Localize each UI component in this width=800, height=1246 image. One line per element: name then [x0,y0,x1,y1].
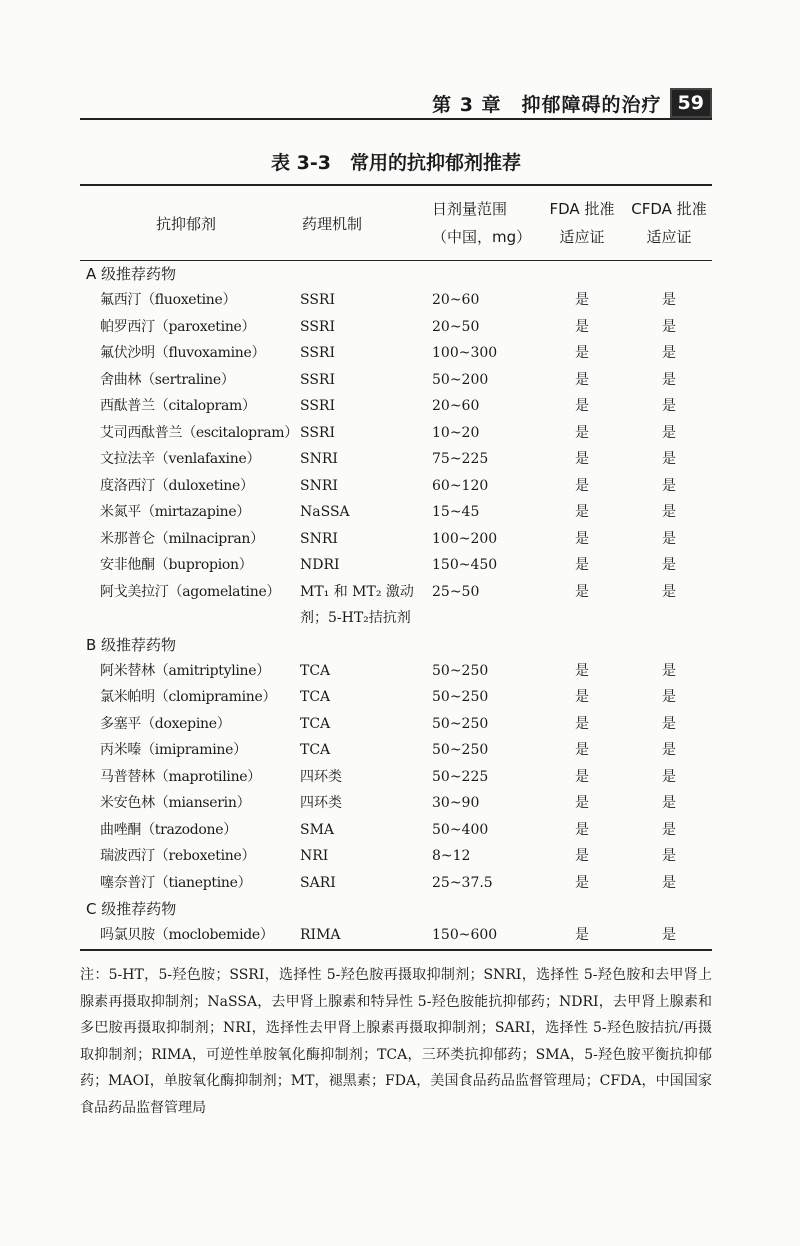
mechanism-cell: SSRI [300,398,336,414]
mechanism-cell: SNRI [300,451,338,467]
fda-approval-cell: 是 [575,530,589,547]
dose-cell: 50~250 [432,689,489,705]
cfda-approval-cell: 是 [662,371,676,388]
mechanism-cell: RIMA [300,927,341,943]
mechanism-cell: SMA [300,821,335,838]
table-row [80,870,712,897]
cfda-approval-cell: 是 [662,583,676,600]
table-row [80,922,712,949]
cfda-approval-cell: 是 [662,504,676,520]
fda-approval-cell: 是 [575,345,589,361]
fda-approval-cell: 是 [575,927,589,943]
dose-cell: 100~300 [432,345,498,361]
mechanism-cell: SSRI [300,424,336,441]
cfda-approval-cell: 是 [662,715,676,732]
fda-approval-cell: 是 [575,848,589,864]
col-header-mechanism: 药理机制 [302,214,363,233]
fda-approval-cell: 是 [575,424,589,441]
running-head [80,88,712,120]
drug-cell: 马普替林（maprotiline） [100,768,261,785]
table-footnote: 注：5-HT，5-羟色胺；SSRI，选择性 5-羟色胺再摄取抑制剂；SNRI，选择性 5-羟色胺和去甲肾上腺素再摄取抑制剂；NaSSA，去甲肾上腺素和特异性 5-羟色胺能抗抑郁药；NDRI，去甲肾上腺素和多巴胺再摄取抑制剂；NRI，选择性去甲肾上腺素再摄取抑制剂；SARI，选择性 5-羟色胺拮抗/再摄取抑制剂；RIMA，可逆性单胺氧化酶抑制剂；TCA，三环类抗抑郁药；SMA，5-羟色胺平衡抗抑郁药；MAOI，单胺氧化酶抑制剂；MT，褪黑素；FDA，美国食品药品监督管理局；CFDA，中国国家食品药品监督管理局 [80,967,712,1116]
drug-cell: 多塞平（doxepine） [100,715,231,732]
cfda-approval-cell: 是 [662,530,676,547]
dose-cell: 20~60 [432,398,480,414]
drug-cell: 吗氯贝胺（moclobemide） [100,927,274,943]
dose-cell: 25~37.5 [432,874,493,891]
fda-approval-cell: 是 [575,583,589,600]
cfda-approval-cell: 是 [662,874,676,891]
table-row [80,658,712,685]
cfda-approval-cell: 是 [662,742,676,758]
fda-approval-cell: 是 [575,557,589,573]
dose-cell: 50~200 [432,371,489,388]
mechanism-cell: SNRI [300,530,338,547]
dose-cell: 8~12 [432,848,471,864]
page-number: 59 [670,88,712,118]
cfda-approval-cell: 是 [662,768,676,785]
mechanism-cell: SSRI [300,345,336,361]
drug-cell: 米安色林（mianserin） [100,795,251,811]
dose-cell: 50~250 [432,715,489,732]
fda-approval-cell: 是 [575,504,589,520]
table-row [80,420,712,447]
drug-cell: 瑞波西汀（reboxetine） [100,848,256,864]
dose-cell: 50~225 [432,768,489,785]
table-row [80,790,712,817]
drug-cell: 阿米替林（amitriptyline） [100,662,270,679]
dose-cell: 75~225 [432,451,489,467]
group-label: B 级推荐药物 [86,635,177,654]
table-row [80,393,712,420]
cfda-approval-cell: 是 [662,557,676,573]
table-row [80,684,712,711]
table-row [80,552,712,579]
table-row [80,473,712,500]
mechanism-cell: 四环类 [300,795,342,811]
table-row [80,446,712,473]
cfda-approval-cell: 是 [662,848,676,864]
table-row [80,340,712,367]
dose-cell: 100~200 [432,530,498,547]
table-row [80,499,712,526]
mechanism-cell: SARI [300,874,336,891]
drug-table [80,184,712,951]
fda-approval-cell: 是 [575,451,589,467]
fda-approval-cell: 是 [575,874,589,891]
drug-cell: 氟伏沙明（fluvoxamine） [100,345,266,361]
col-header-fda [538,195,626,251]
table-header-row [80,186,712,261]
cfda-approval-cell: 是 [662,821,676,838]
mechanism-cell: TCA [300,662,331,679]
col-header-fda-line1: FDA 批准 [549,200,615,218]
drug-cell: 艾司西酞普兰（escitalopram） [100,424,298,441]
group-label: A 级推荐药物 [86,265,177,283]
mechanism-cell: SSRI [300,371,336,388]
col-header-dose [432,195,538,251]
cfda-approval-cell: 是 [662,451,676,467]
drug-cell: 阿戈美拉汀（agomelatine） [100,583,281,600]
fda-approval-cell: 是 [575,371,589,388]
table-row [80,711,712,738]
drug-cell: 度洛西汀（duloxetine） [100,477,254,494]
drug-cell: 米那普仑（milnacipran） [100,530,264,547]
drug-cell: 安非他酮（bupropion） [100,557,253,573]
fda-approval-cell: 是 [575,662,589,679]
fda-approval-cell: 是 [575,742,589,758]
dose-cell: 60~120 [432,477,489,494]
col-header-fda-line2: 适应证 [559,228,605,246]
table-row [80,526,712,553]
table-title: 表 3-3 常用的抗抑郁剂推荐 [271,152,521,174]
cfda-approval-cell: 是 [662,345,676,361]
fda-approval-cell: 是 [575,318,589,335]
mechanism-cell: NDRI [300,557,340,573]
fda-approval-cell: 是 [575,821,589,838]
col-header-dose-line2: （中国，mg） [432,228,532,246]
cfda-approval-cell: 是 [662,689,676,705]
cfda-approval-cell: 是 [662,477,676,494]
drug-cell: 噻奈普汀（tianeptine） [100,874,252,891]
drug-cell: 米氮平（mirtazapine） [100,504,251,520]
fda-approval-cell: 是 [575,292,589,308]
drug-cell: 氟西汀（fluoxetine） [100,292,237,308]
mechanism-cell: NRI [300,848,329,864]
dose-cell: 150~450 [432,557,498,573]
col-header-cfda-line1: CFDA 批准 [631,200,707,218]
table-row [80,367,712,394]
drug-cell: 舍曲林（sertraline） [100,371,235,388]
mechanism-cell: 四环类 [300,768,342,785]
dose-cell: 20~50 [432,318,480,335]
cfda-approval-cell: 是 [662,424,676,441]
cfda-approval-cell: 是 [662,318,676,335]
drug-cell: 丙米嗪（imipramine） [100,742,247,758]
col-header-drug: 抗抑郁剂 [155,214,216,233]
table-row [80,737,712,764]
fda-approval-cell: 是 [575,715,589,732]
mechanism-cell: TCA [300,689,331,705]
mechanism-cell: SSRI [300,292,336,308]
fda-approval-cell: 是 [575,689,589,705]
table-row [80,314,712,341]
drug-cell: 氯米帕明（clomipramine） [100,689,277,705]
table-row [80,287,712,314]
group-label: C 级推荐药物 [86,900,177,918]
mechanism-cell: TCA [300,742,331,758]
fda-approval-cell: 是 [575,795,589,811]
dose-cell: 25~50 [432,583,480,600]
mechanism-cell: SNRI [300,477,338,494]
dose-cell: 15~45 [432,504,480,520]
drug-cell: 西酞普兰（citalopram） [100,398,256,414]
fda-approval-cell: 是 [575,477,589,494]
cfda-approval-cell: 是 [662,795,676,811]
mechanism-cell: SSRI [300,318,336,335]
dose-cell: 20~60 [432,292,480,308]
table-row [80,817,712,844]
dose-cell: 50~250 [432,742,489,758]
col-header-cfda-line2: 适应证 [646,228,692,246]
chapter-title: 第 3 章 抑郁障碍的治疗 [432,93,662,116]
dose-cell: 50~400 [432,821,489,838]
table-row [80,579,712,632]
mechanism-cell: NaSSA [300,504,350,520]
drug-cell: 曲唑酮（trazodone） [100,821,237,838]
col-header-cfda [626,195,712,251]
drug-cell: 文拉法辛（venlafaxine） [100,451,261,467]
mechanism-cell: MT₁ 和 MT₂ 激动剂；5-HT₂拮抗剂 [300,583,414,626]
mechanism-cell: TCA [300,715,331,732]
dose-cell: 150~600 [432,927,498,943]
dose-cell: 10~20 [432,424,480,441]
cfda-approval-cell: 是 [662,927,676,943]
fda-approval-cell: 是 [575,398,589,414]
table-row [80,764,712,791]
table-bottom-rule [80,949,712,951]
dose-cell: 30~90 [432,795,480,811]
fda-approval-cell: 是 [575,768,589,785]
col-header-dose-line1: 日剂量范围 [432,200,508,218]
cfda-approval-cell: 是 [662,662,676,679]
dose-cell: 50~250 [432,662,489,679]
table-body [80,261,712,949]
table-row [80,843,712,870]
cfda-approval-cell: 是 [662,292,676,308]
cfda-approval-cell: 是 [662,398,676,414]
drug-cell: 帕罗西汀（paroxetine） [100,318,256,335]
